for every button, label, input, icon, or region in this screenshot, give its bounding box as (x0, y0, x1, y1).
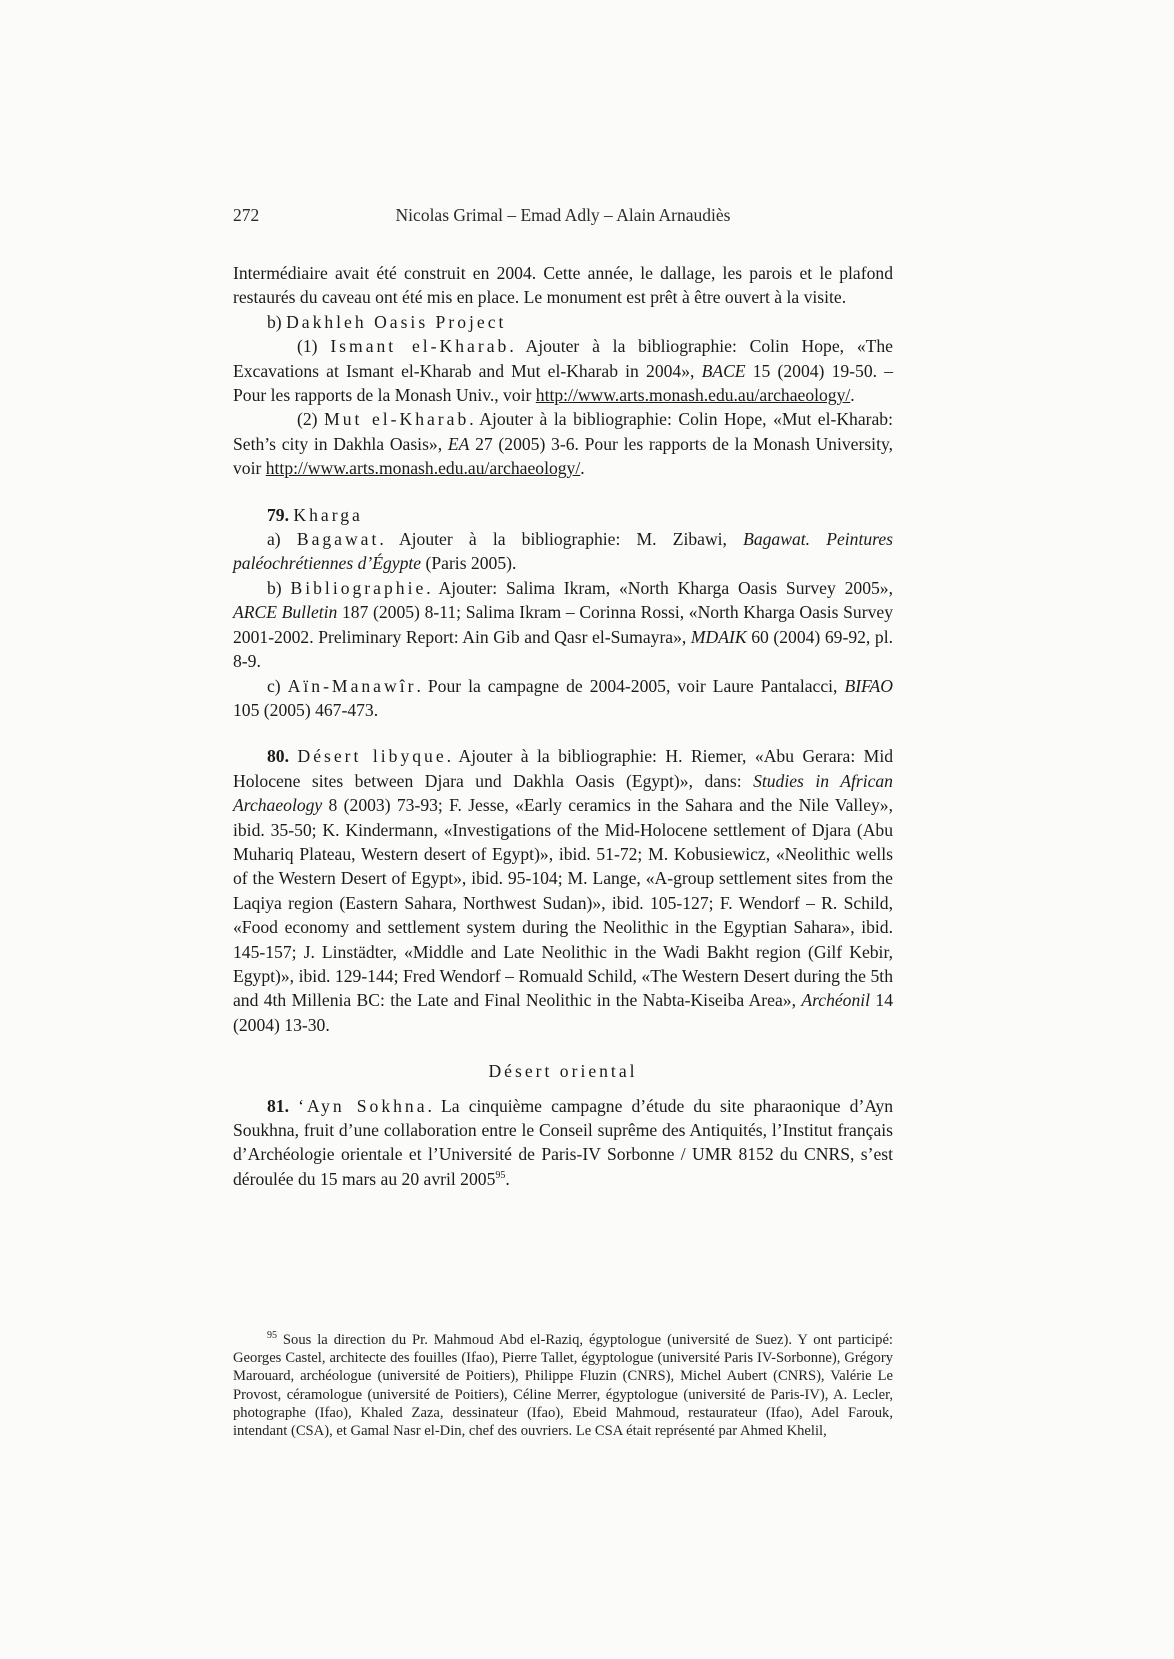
entry-ain-manawir: c) Aïn-Manawîr. Pour la campagne de 2004-2005, voir Laure Pantalacci, BIFAO 105 (2005) 467-473. (233, 675, 893, 720)
footnote-text: Sous la direction du Pr. Mahmoud Abd el-Raziq, égyptologue (université de Suez). Y ont participé: Georges Castel, architecte des fouilles (Ifao), Pierre Tallet, égyptologue (université Paris IV-Sorbonne), Grégory Marouard, archéologue (université de Poitiers), Philippe Fluzin (CNRS), Michel Aubert (CNRS), Valérie Le Provost, céramologue (université de Poitiers), Céline Merrer, égyptologue (université de Paris-IV), A. Lecler, photographe (Ifao), Khaled Zaza, dessinateur (Ifao), Ebeid Mahmoud, restaurateur (Ifao), Adel Farouk, intendant (CSA), et Gamal Nasr el-Din, chef des ouvriers. Le CSA était représenté par Ahmed Khelil, (233, 1332, 893, 1440)
entry-title: ‘Ayn Sokhna (298, 1095, 428, 1116)
entry-title: Désert libyque (297, 746, 447, 767)
entry-title: Ismant el-Kharab (330, 336, 510, 357)
running-head-authors: Nicolas Grimal – Emad Adly – Alain Arnaudiès (395, 205, 731, 225)
page-number: 272 (233, 205, 260, 225)
entry-title: Aïn-Manawîr (287, 675, 417, 696)
entry-title: Bibliographie (290, 577, 427, 598)
entry-title: Mut el-Kharab (324, 409, 470, 430)
section-80: 80. Désert libyque. Ajouter à la bibliographie: H. Riemer, «Abu Gerara: Mid Holocene sites between Djara und Dakhla Oasis (Egypt)», dans: Studies in African Archaeology 8 (2003) 73-93; F. Jesse, «Early ceramics in the Sahara and the Nile Valley», ibid. 35-50; K. Kindermann, «Investigations of the Mid-Holocene settlement of Djara (Abu Muhariq Plateau, Western desert of Egypt)», ibid. 51-72; M. Kobusiewicz, «Neolithic wells of the Western Desert of Egypt», ibid. 95-104; M. Lange, «A-group settlement sites from the Laqiya region (Eastern Sahara, Northwest Sudan)», ibid. 105-127; F. Wendorf – R. Schild, «Food economy and settlement system during the Neolithic in the Egyptian Sahara», ibid. 145-157; J. Linstädter, «Middle and Late Neolithic in the Wadi Bakht region (Gilf Kebir, Egypt)», ibid. 129-144; Fred Wendorf – Romuald Schild, «The Western Desert during the 5th and 4th Millenia BC: the Late and Final Neolithic in the Nabta-Kiseiba Area», Archéonil 14 (2004) 13-30. (233, 746, 894, 1035)
footnote-reference[interactable]: 95 (495, 1169, 506, 1181)
section-heading-desert-oriental: Désert oriental (488, 1061, 638, 1082)
main-text (233, 261, 893, 1191)
footnote-number: 95 (267, 1330, 277, 1342)
entry-ismant-el-kharab: (1) Ismant el-Kharab. Ajouter à la bibliographie: Colin Hope, «The Excavations at Ismant el-Kharab and Mut el-Kharab in 2004», BACE 15 (2004) 19-50. – Pour les rapports de la Monash Univ., voir http://www.arts.monash.edu.au/archaeology/. (233, 336, 893, 406)
paragraph-continued: Intermédiaire avait été construit en 2004. Cette année, le dallage, les parois et le plafond restaurés du caveau ont été mis en place. Le monument est prêt à être ouvert à la visite. (233, 263, 893, 308)
subsection-b-heading: b) Dakhleh Oasis Project (267, 311, 507, 332)
page (233, 205, 894, 1440)
entry-bibliographie: b) Bibliographie. Ajouter: Salima Ikram, «North Kharga Oasis Survey 2005», ARCE Bulletin 187 (2005) 8-11; Salima Ikram – Corinna Rossi, «North Kharga Oasis Survey 2001-2002. Preliminary Report: Ain Gib and Qasr el-Sumayra», MDAIK 60 (2004) 69-92, pl. 8-9. (233, 577, 893, 672)
monash-link[interactable]: http://www.arts.monash.edu.au/archaeology/ (265, 458, 581, 479)
section-79-heading: 79. Kharga (267, 504, 363, 525)
entry-bagawat: a) Bagawat. Ajouter à la bibliographie: M. Zibawi, Bagawat. Peintures paléochrétiennes d’Égypte (Paris 2005). (233, 529, 893, 574)
monash-link[interactable]: http://www.arts.monash.edu.au/archaeology/ (535, 385, 851, 406)
footnote (233, 1331, 893, 1440)
entry-title: Bagawat (296, 529, 380, 550)
entry-mut-el-kharab: (2) Mut el-Kharab. Ajouter à la bibliographie: Colin Hope, «Mut el-Kharab: Seth’s city in Dakhla Oasis», EA 27 (2005) 3-6. Pour les rapports de la Monash University, voir http://www.arts.monash.edu.au/archaeology/. (233, 409, 894, 479)
running-header (233, 205, 893, 231)
section-81: 81. ‘Ayn Sokhna. La cinquième campagne d’étude du site pharaonique d’Ayn Soukhna, fruit d’une collaboration entre le Conseil suprême des Antiquités, l’Institut français d’Archéologie orientale et l’Université de Paris-IV Sorbonne / UMR 8152 du CNRS, s’est déroulée du 15 mars au 20 avril 2005$^{95}$. (233, 1095, 893, 1189)
